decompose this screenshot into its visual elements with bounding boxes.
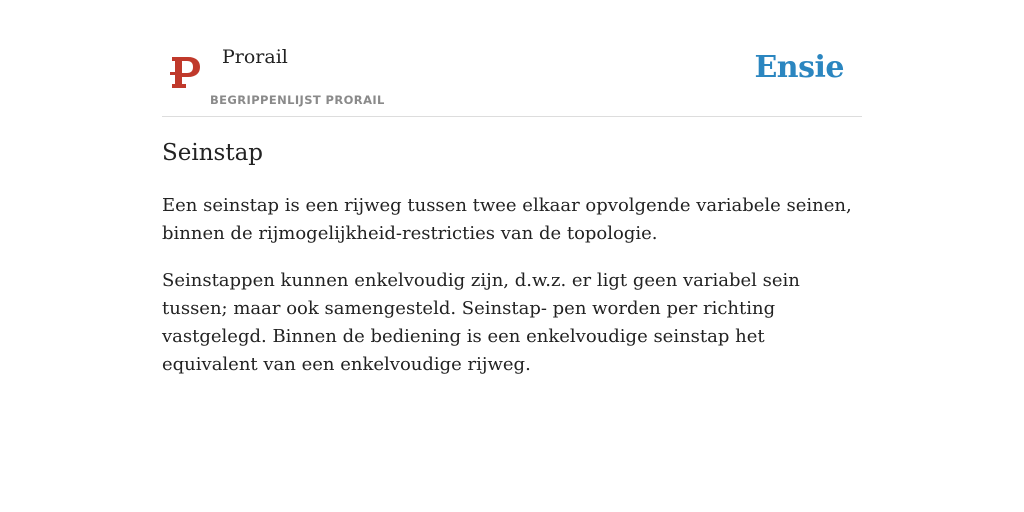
site-name-link[interactable]: Prorail xyxy=(222,46,288,68)
ensie-brand-link[interactable]: Ensie xyxy=(754,50,844,85)
page-container xyxy=(162,0,862,375)
page-header xyxy=(162,0,862,117)
definition-paragraph: Een seinstap is een rijweg tussen twee elkaar opvolgende variabele seinen, binnen de rijmogelijkheid-restricties van de topologie. xyxy=(162,195,852,244)
definition-paragraph: Seinstappen kunnen enkelvoudig zijn, d.w.z. er ligt geen variabel sein tussen; maar ook samengesteld. Seinstap- pen worden per richting vastgelegd. Binnen de bediening is een enkelvoudige seinstap het equivalent van een enkelvoudige rijweg. xyxy=(162,270,800,375)
glossary-subtitle[interactable]: BEGRIPPENLIJST PRORAIL xyxy=(210,93,385,107)
page-title: Seinstap xyxy=(162,140,264,166)
prorail-logo-icon[interactable] xyxy=(170,53,202,91)
